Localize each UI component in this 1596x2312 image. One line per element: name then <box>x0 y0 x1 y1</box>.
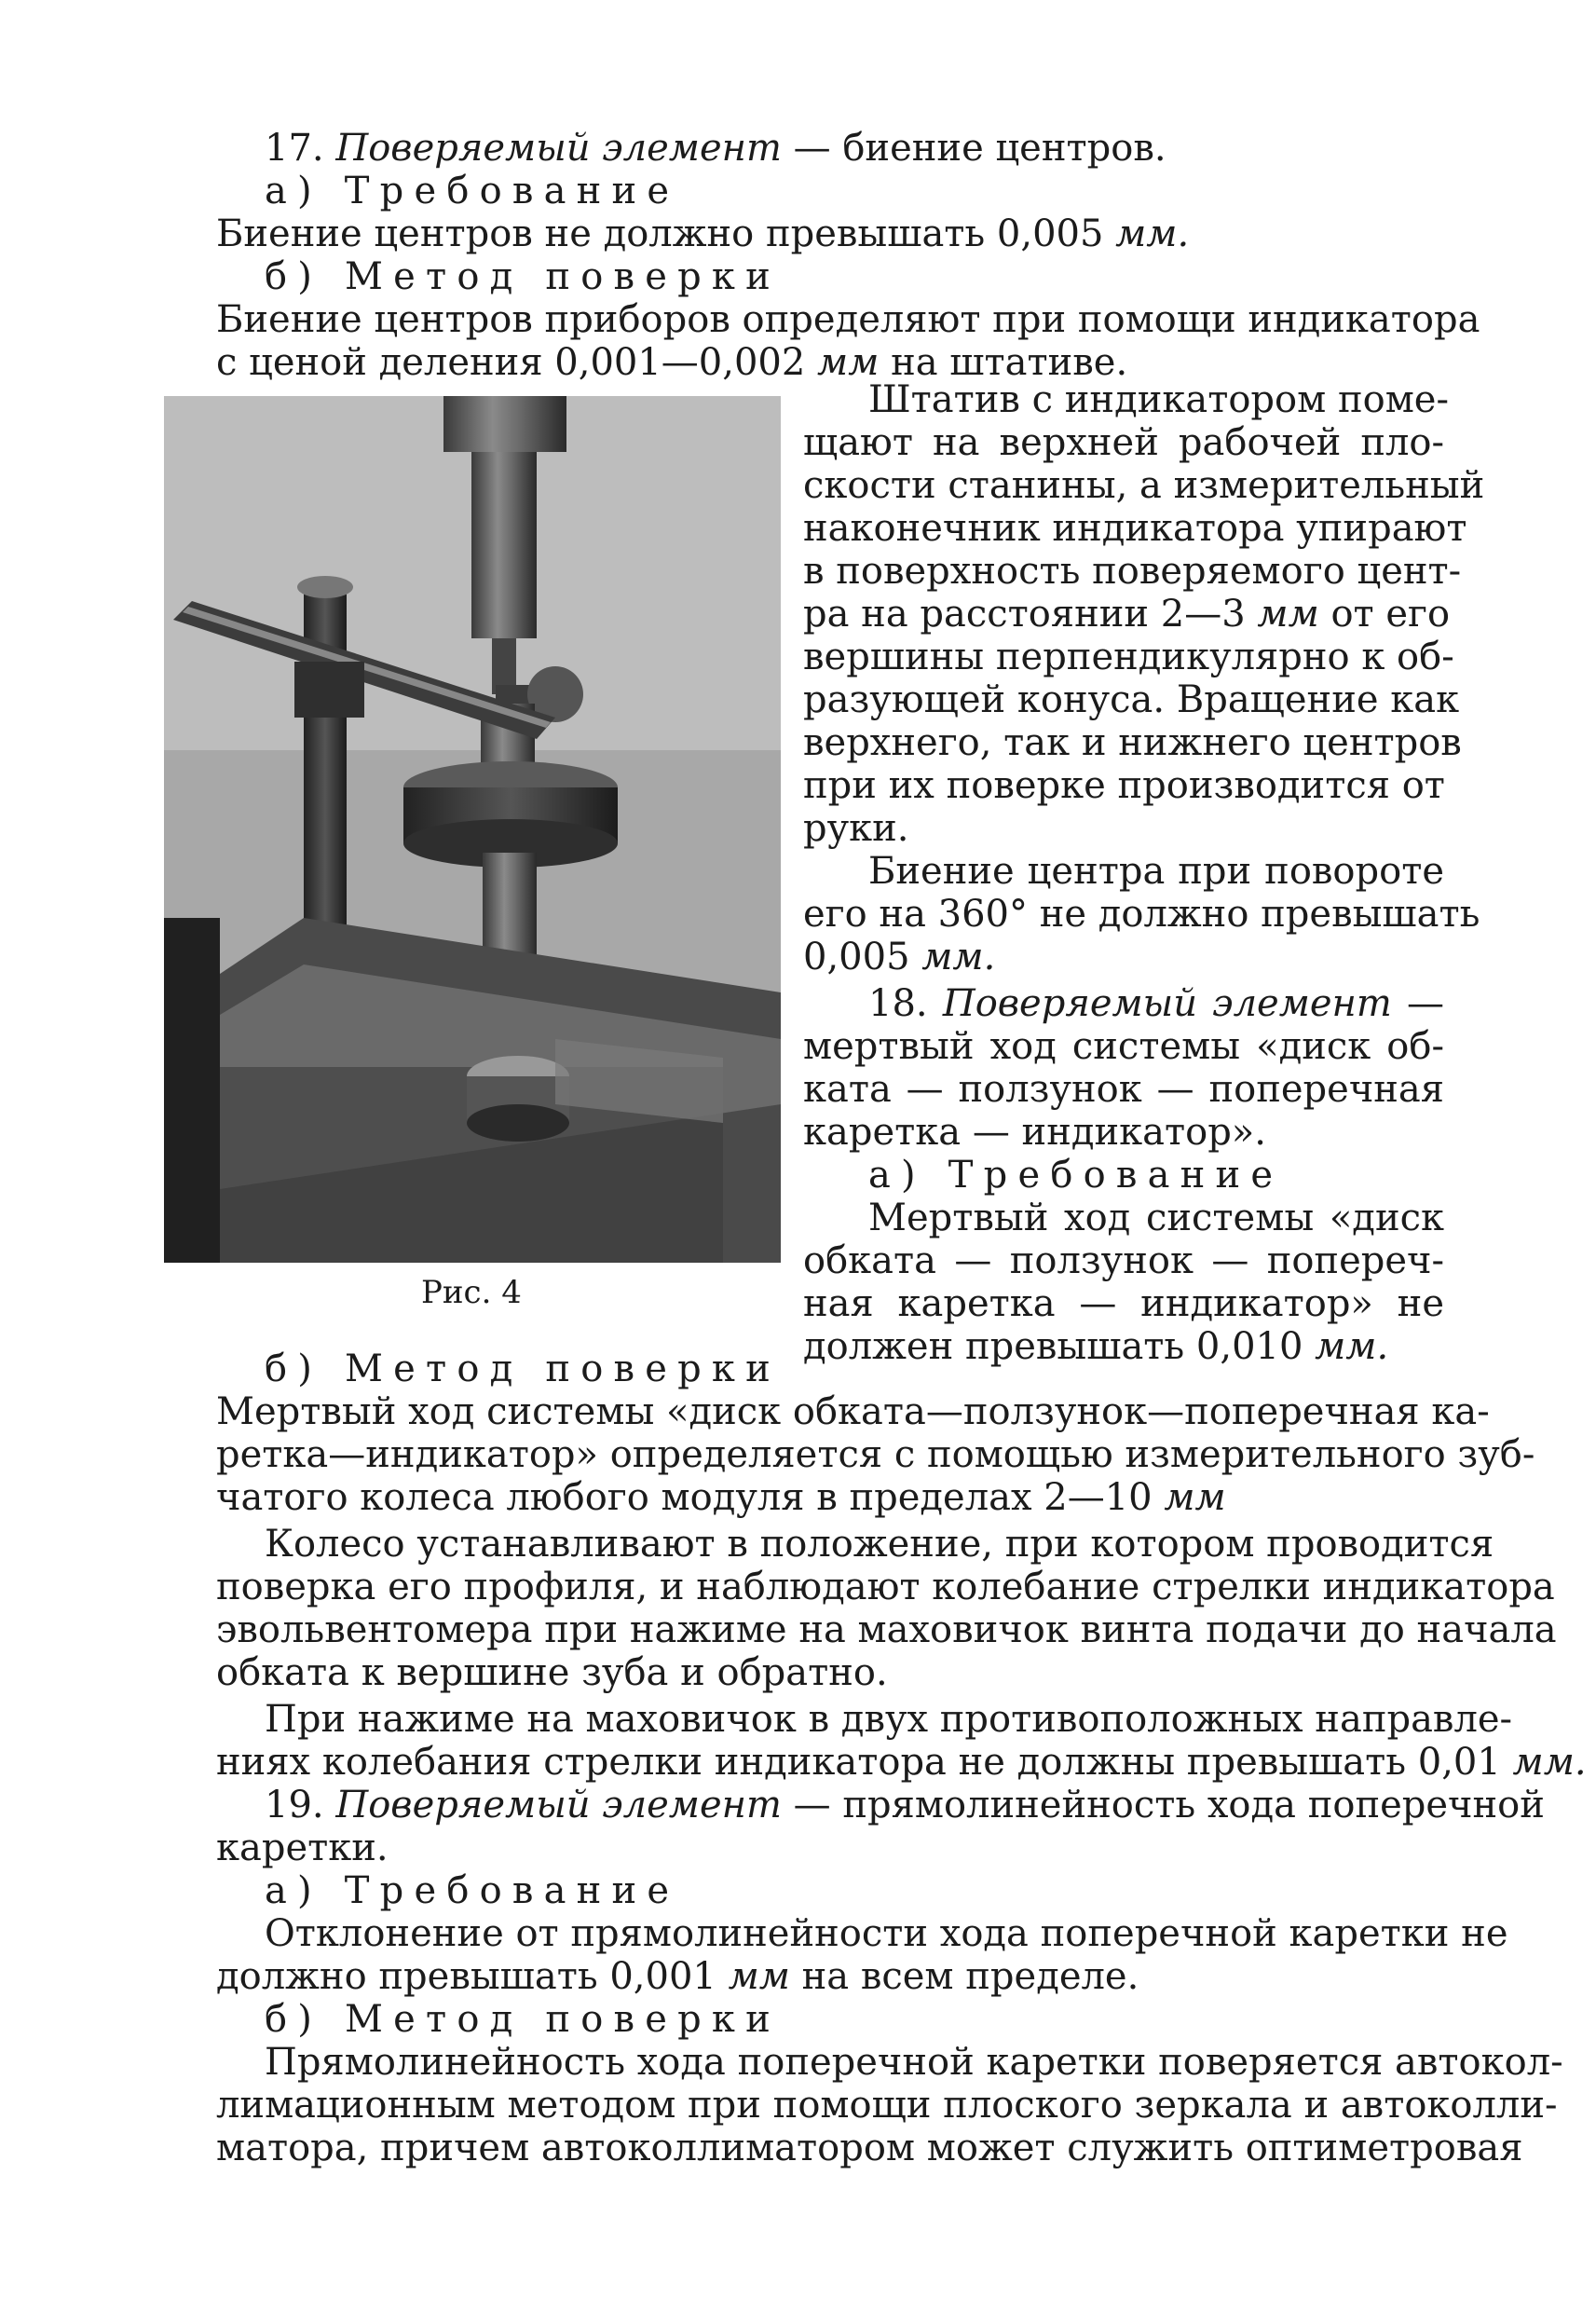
section-19-element-line-2: каретки. <box>216 1826 389 1869</box>
section-17-right-line-6: ра на расстоянии 2—3 мм от его <box>803 593 1451 636</box>
section-17-beat-line-2: его на 360° не должно превышать <box>803 893 1480 936</box>
section-17-right-line-9: верхнего, так и нижнего центров <box>803 721 1462 764</box>
section-18-wheel-line-1: Колесо устанавливают в положение, при котором проводится <box>265 1523 1494 1566</box>
section-18-press-line-1: При нажиме на маховичок в двух противоположных направле- <box>265 1698 1513 1741</box>
section-18-element-line-2: мертвый ход системы «диск об- <box>803 1025 1444 1068</box>
section-17-right-line-11: руки. <box>803 807 909 850</box>
section-19-method-line-3: матора, причем автоколлиматором может служить оптиметровая <box>216 2127 1523 2169</box>
photo-of-indicator-on-stand-icon <box>164 396 781 1263</box>
section-17-right-line-7: вершины перпендикулярно к об- <box>803 636 1454 678</box>
section-17-right-line-10: при их поверке производится от <box>803 764 1445 807</box>
section-17-requirement-heading: а) Требование <box>265 170 680 212</box>
section-18-method-heading: б) Метод поверки <box>265 1348 781 1390</box>
section-17-beat-line-3: 0,005 мм. <box>803 936 996 978</box>
section-17-method-line-2: с ценой деления 0,001—0,002 мм на штативе. <box>216 341 1128 384</box>
section-18-title: 18. Поверяемый элемент — <box>868 982 1445 1025</box>
section-18-requirement-heading: а) Требование <box>868 1154 1284 1197</box>
section-19-requirement-line-2: должно превышать 0,001 мм на всем пределе. <box>216 1955 1139 1998</box>
section-18-wheel-line-4: обката к вершине зуба и обратно. <box>216 1651 888 1694</box>
section-18-press-line-2: ниях колебания стрелки индикатора не должны превышать 0,01 мм. <box>216 1741 1587 1784</box>
section-17-method-heading: б) Метод поверки <box>265 255 781 298</box>
section-18-method-line-3: чатого колеса любого модуля в пределах 2—10 мм <box>216 1476 1226 1519</box>
section-18-requirement-line-3: ная каретка — индикатор» не <box>803 1282 1444 1325</box>
section-17-right-line-8: разующей конуса. Вращение как <box>803 678 1460 721</box>
section-18-element-line-4: каретка — индикатор». <box>803 1111 1266 1154</box>
section-18-wheel-line-2: поверка его профиля, и наблюдают колебание стрелки индикатора <box>216 1566 1555 1608</box>
figure-photo <box>164 396 781 1263</box>
section-19-method-heading: б) Метод поверки <box>265 1998 781 2041</box>
section-17-method-line-1: Биение центров приборов определяют при помощи индикатора <box>216 298 1480 341</box>
section-17-right-line-1: Штатив с индикатором поме- <box>868 378 1449 421</box>
section-19-title: 19. Поверяемый элемент — прямолинейность хода поперечной <box>265 1784 1545 1826</box>
section-18-requirement-line-4: должен превышать 0,010 мм. <box>803 1325 1389 1368</box>
section-18-requirement-line-2: обката — ползунок — попереч- <box>803 1239 1444 1282</box>
section-18-element-line-3: ката — ползунок — поперечная <box>803 1068 1444 1111</box>
section-19-method-line-2: лимационным методом при помощи плоского зеркала и автоколли- <box>216 2084 1558 2127</box>
section-19-requirement-heading: а) Требование <box>265 1869 680 1912</box>
section-17-right-line-3: скости станины, а измерительный <box>803 464 1485 507</box>
figure-caption: Рис. 4 <box>421 1274 522 1311</box>
section-19-method-line-1: Прямолинейность хода поперечной каретки поверяется автокол- <box>265 2041 1563 2084</box>
section-17-beat-line-1: Биение центра при повороте <box>868 850 1444 893</box>
section-18-wheel-line-3: эвольвентомера при нажиме на маховичок винта подачи до начала <box>216 1608 1557 1651</box>
section-18-method-line-1: Мертвый ход системы «диск обката—ползунок—поперечная ка- <box>216 1390 1490 1433</box>
section-17-requirement-text: Биение центров не должно превышать 0,005 мм. <box>216 212 1190 255</box>
section-18-requirement-line-1: Мертвый ход системы «диск <box>868 1197 1444 1239</box>
section-19-requirement-line-1: Отклонение от прямолинейности хода поперечной каретки не <box>265 1912 1508 1955</box>
section-17-title: 17. Поверяемый элемент — биение центров. <box>265 127 1166 170</box>
section-17-right-line-4: наконечник индикатора упирают <box>803 507 1467 550</box>
section-18-method-line-2: ретка—индикатор» определяется с помощью измерительного зуб- <box>216 1433 1535 1476</box>
section-17-right-line-5: в поверхность поверяемого цент- <box>803 550 1462 593</box>
section-17-right-line-2: щают на верхней рабочей пло- <box>803 421 1444 464</box>
